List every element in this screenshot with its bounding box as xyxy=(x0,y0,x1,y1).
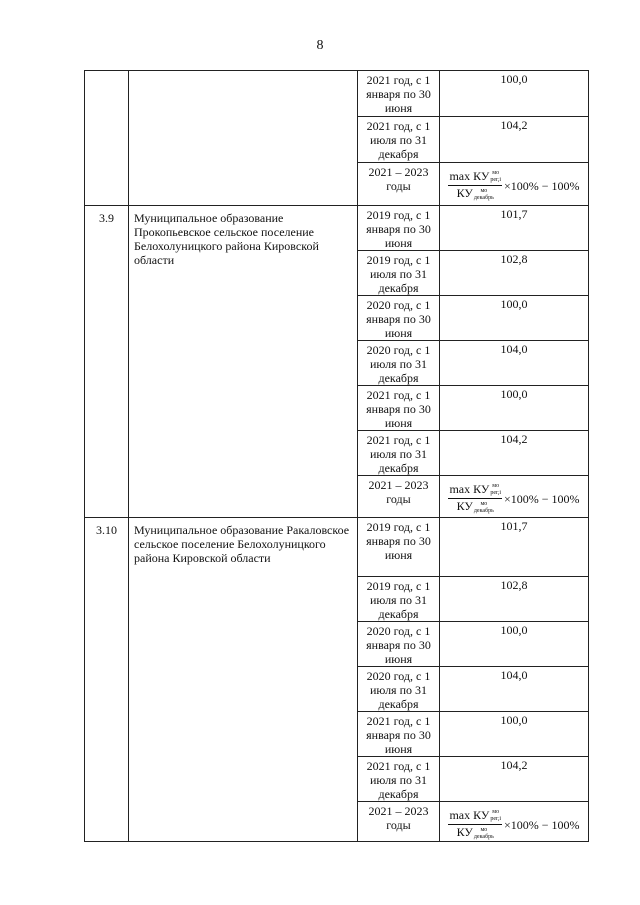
formula-denominator-text: КУ xyxy=(456,499,473,514)
value-cell: 104,2 xyxy=(440,757,589,802)
value-cell: 104,0 xyxy=(440,667,589,712)
item-number: 3.10 xyxy=(85,518,129,842)
formula-numerator-sup: мо xyxy=(492,809,500,816)
formula-numerator-sub: рег,i xyxy=(490,490,501,497)
value-cell: 101,7 xyxy=(440,518,589,577)
municipality-name xyxy=(129,71,358,206)
period-cell: 2021 – 2023 годы xyxy=(358,802,440,842)
value-cell xyxy=(440,163,589,206)
formula-numerator-sup: мо xyxy=(492,170,500,177)
formula-denominator-sup: мо xyxy=(480,500,488,507)
value-cell: 100,0 xyxy=(440,712,589,757)
table-row xyxy=(85,518,589,577)
formula-denominator-sub: декабрь xyxy=(473,507,494,514)
period-cell: 2019 год, с 1 января по 30 июня xyxy=(358,518,440,577)
formula-tail: ×100% − 100% xyxy=(504,491,580,506)
table-row xyxy=(85,71,589,117)
formula-numerator-sup: мо xyxy=(492,483,500,490)
period-cell: 2019 год, с 1 июля по 31 декабря xyxy=(358,251,440,296)
formula-numerator xyxy=(448,483,502,499)
value-cell: 101,7 xyxy=(440,206,589,251)
value-cell: 100,0 xyxy=(440,386,589,431)
value-cell xyxy=(440,476,589,518)
formula-tail: ×100% − 100% xyxy=(504,817,580,832)
value-cell xyxy=(440,802,589,842)
value-cell: 100,0 xyxy=(440,296,589,341)
period-cell: 2021 год, с 1 января по 30 июня xyxy=(358,386,440,431)
formula-numerator xyxy=(448,170,502,186)
value-cell: 104,2 xyxy=(440,117,589,163)
value-cell: 100,0 xyxy=(440,71,589,117)
period-cell: 2021 – 2023 годы xyxy=(358,476,440,518)
value-cell: 104,0 xyxy=(440,341,589,386)
value-cell: 100,0 xyxy=(440,622,589,667)
value-cell: 102,8 xyxy=(440,577,589,622)
formula-denominator-sup: мо xyxy=(480,187,488,194)
formula-fraction xyxy=(448,170,502,202)
formula-numerator-indices xyxy=(490,809,501,823)
municipality-name: Муниципальное образование Прокопьевское сельское поселение Белохолуницкого района Кировской области xyxy=(129,206,358,518)
formula-numerator-sub: рег,i xyxy=(490,816,501,823)
formula-denominator-text: КУ xyxy=(456,825,473,840)
growth-formula xyxy=(440,803,588,841)
period-cell: 2021 год, с 1 июля по 31 декабря xyxy=(358,117,440,163)
formula-numerator-text: max КУ xyxy=(449,808,490,822)
table-row xyxy=(85,206,589,251)
period-cell: 2019 год, с 1 июля по 31 декабря xyxy=(358,577,440,622)
period-cell: 2020 год, с 1 июля по 31 декабря xyxy=(358,667,440,712)
formula-denominator xyxy=(457,825,494,840)
formula-tail: ×100% − 100% xyxy=(504,178,580,193)
formula-numerator xyxy=(448,809,502,825)
formula-numerator-text: max КУ xyxy=(449,482,490,496)
item-number: 3.9 xyxy=(85,206,129,518)
formula-denominator-sub: декабрь xyxy=(473,833,494,840)
formula-fraction xyxy=(448,483,502,515)
formula-numerator-text: max КУ xyxy=(449,169,490,183)
formula-denominator-indices xyxy=(474,827,494,841)
period-cell: 2020 год, с 1 июля по 31 декабря xyxy=(358,341,440,386)
growth-formula xyxy=(440,477,588,515)
formula-fraction xyxy=(448,809,502,841)
period-cell: 2019 год, с 1 января по 30 июня xyxy=(358,206,440,251)
formula-numerator-indices xyxy=(490,483,501,497)
growth-formula xyxy=(440,164,588,202)
formula-numerator-sub: рег,i xyxy=(490,177,501,184)
formula-denominator-text: КУ xyxy=(456,186,473,201)
municipality-name: Муниципальное образование Ракаловское сельское поселение Белохолуницкого района Кировской области xyxy=(129,518,358,842)
formula-numerator-indices xyxy=(490,170,501,184)
formula-denominator-sub: декабрь xyxy=(473,194,494,201)
value-cell: 104,2 xyxy=(440,431,589,476)
formula-denominator xyxy=(457,499,494,514)
period-cell: 2021 год, с 1 июля по 31 декабря xyxy=(358,431,440,476)
tariff-table xyxy=(84,70,589,842)
formula-denominator-sup: мо xyxy=(480,826,488,833)
period-cell: 2020 год, с 1 января по 30 июня xyxy=(358,622,440,667)
formula-denominator-indices xyxy=(474,188,494,202)
page-number: 8 xyxy=(316,38,324,53)
period-cell: 2021 год, с 1 января по 30 июня xyxy=(358,712,440,757)
formula-denominator xyxy=(457,186,494,201)
period-cell: 2020 год, с 1 января по 30 июня xyxy=(358,296,440,341)
period-cell: 2021 год, с 1 января по 30 июня xyxy=(358,71,440,117)
item-number xyxy=(85,71,129,206)
value-cell: 102,8 xyxy=(440,251,589,296)
formula-denominator-indices xyxy=(474,501,494,515)
period-cell: 2021 год, с 1 июля по 31 декабря xyxy=(358,757,440,802)
period-cell: 2021 – 2023 годы xyxy=(358,163,440,206)
